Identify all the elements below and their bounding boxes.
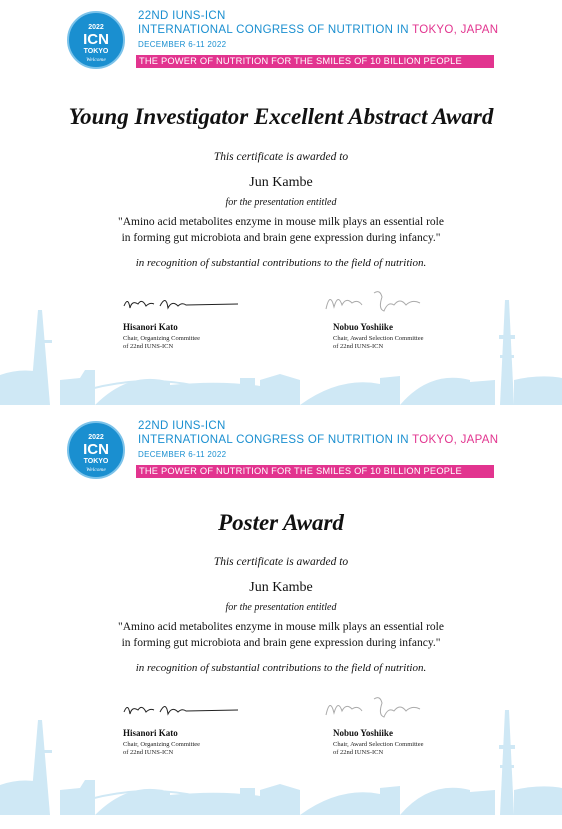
congress-name: INTERNATIONAL CONGRESS OF NUTRITION IN TOKYO, JAPAN xyxy=(138,434,499,446)
tokyo-skyline-icon xyxy=(0,710,562,815)
presentation-line: for the presentation entitled xyxy=(225,197,337,208)
congress-number: 22ND IUNS-ICN xyxy=(138,420,226,432)
svg-text:Welcome: Welcome xyxy=(86,57,106,63)
icn-tokyo-logo-icon xyxy=(66,420,126,480)
congress-dates: DECEMBER 6-11 2022 xyxy=(138,450,227,459)
recipient-name: Jun Kambe xyxy=(249,175,313,190)
awarded-line: This certificate is awarded to xyxy=(213,556,349,568)
slogan-banner: THE POWER OF NUTRITION FOR THE SMILES OF 10 BILLION PEOPLE xyxy=(136,55,494,68)
congress-name: INTERNATIONAL CONGRESS OF NUTRITION IN TOKYO, JAPAN xyxy=(138,24,499,36)
icn-tokyo-logo-icon xyxy=(66,10,126,70)
signatory-role-1: Chair, Award Selection Committee xyxy=(333,741,424,748)
signatory-role-2: of 22nd IUNS-ICN xyxy=(123,749,174,756)
recipient-name: Jun Kambe xyxy=(249,580,313,595)
svg-text:TOKYO: TOKYO xyxy=(83,48,109,55)
signatory-role-1: Chair, Award Selection Committee xyxy=(333,335,424,342)
presentation-title-line-2: in forming gut microbiota and brain gene expression during infancy." xyxy=(121,637,441,649)
recognition-line: in recognition of substantial contributions to the field of nutrition. xyxy=(135,257,427,269)
certificate-poster-award xyxy=(0,410,562,815)
certificate-young-investigator xyxy=(0,0,562,405)
signatory-name: Nobuo Yoshiike xyxy=(333,728,393,738)
award-title: Young Investigator Excellent Abstract Award xyxy=(68,104,494,129)
svg-text:2022: 2022 xyxy=(88,434,104,441)
signatory-role-1: Chair, Organizing Committee xyxy=(123,335,201,342)
award-title: Poster Award xyxy=(218,510,344,535)
svg-text:TOKYO: TOKYO xyxy=(83,458,109,465)
presentation-title-line-2: in forming gut microbiota and brain gene expression during infancy." xyxy=(121,232,441,244)
tokyo-skyline-icon xyxy=(0,300,562,405)
slogan-banner: THE POWER OF NUTRITION FOR THE SMILES OF 10 BILLION PEOPLE xyxy=(136,465,494,478)
signatory-name: Hisanori Kato xyxy=(123,728,178,738)
svg-text:2022: 2022 xyxy=(88,24,104,31)
svg-text:Welcome: Welcome xyxy=(86,467,106,473)
presentation-title-line-1: "Amino acid metabolites enzyme in mouse milk plays an essential role xyxy=(118,621,444,633)
svg-text:ICN: ICN xyxy=(83,31,109,48)
signatory-role-2: of 22nd IUNS-ICN xyxy=(123,343,174,350)
signatory-name: Nobuo Yoshiike xyxy=(333,322,393,332)
signatory-role-2: of 22nd IUNS-ICN xyxy=(333,343,384,350)
awarded-line: This certificate is awarded to xyxy=(213,151,349,163)
congress-number: 22ND IUNS-ICN xyxy=(138,10,226,22)
signatory-name: Hisanori Kato xyxy=(123,322,178,332)
presentation-title-line-1: "Amino acid metabolites enzyme in mouse milk plays an essential role xyxy=(118,216,444,228)
signatory-role-2: of 22nd IUNS-ICN xyxy=(333,749,384,756)
svg-text:ICN: ICN xyxy=(83,441,109,458)
congress-dates: DECEMBER 6-11 2022 xyxy=(138,40,227,49)
presentation-line: for the presentation entitled xyxy=(225,602,337,613)
signatory-role-1: Chair, Organizing Committee xyxy=(123,741,201,748)
recognition-line: in recognition of substantial contributions to the field of nutrition. xyxy=(135,662,427,674)
